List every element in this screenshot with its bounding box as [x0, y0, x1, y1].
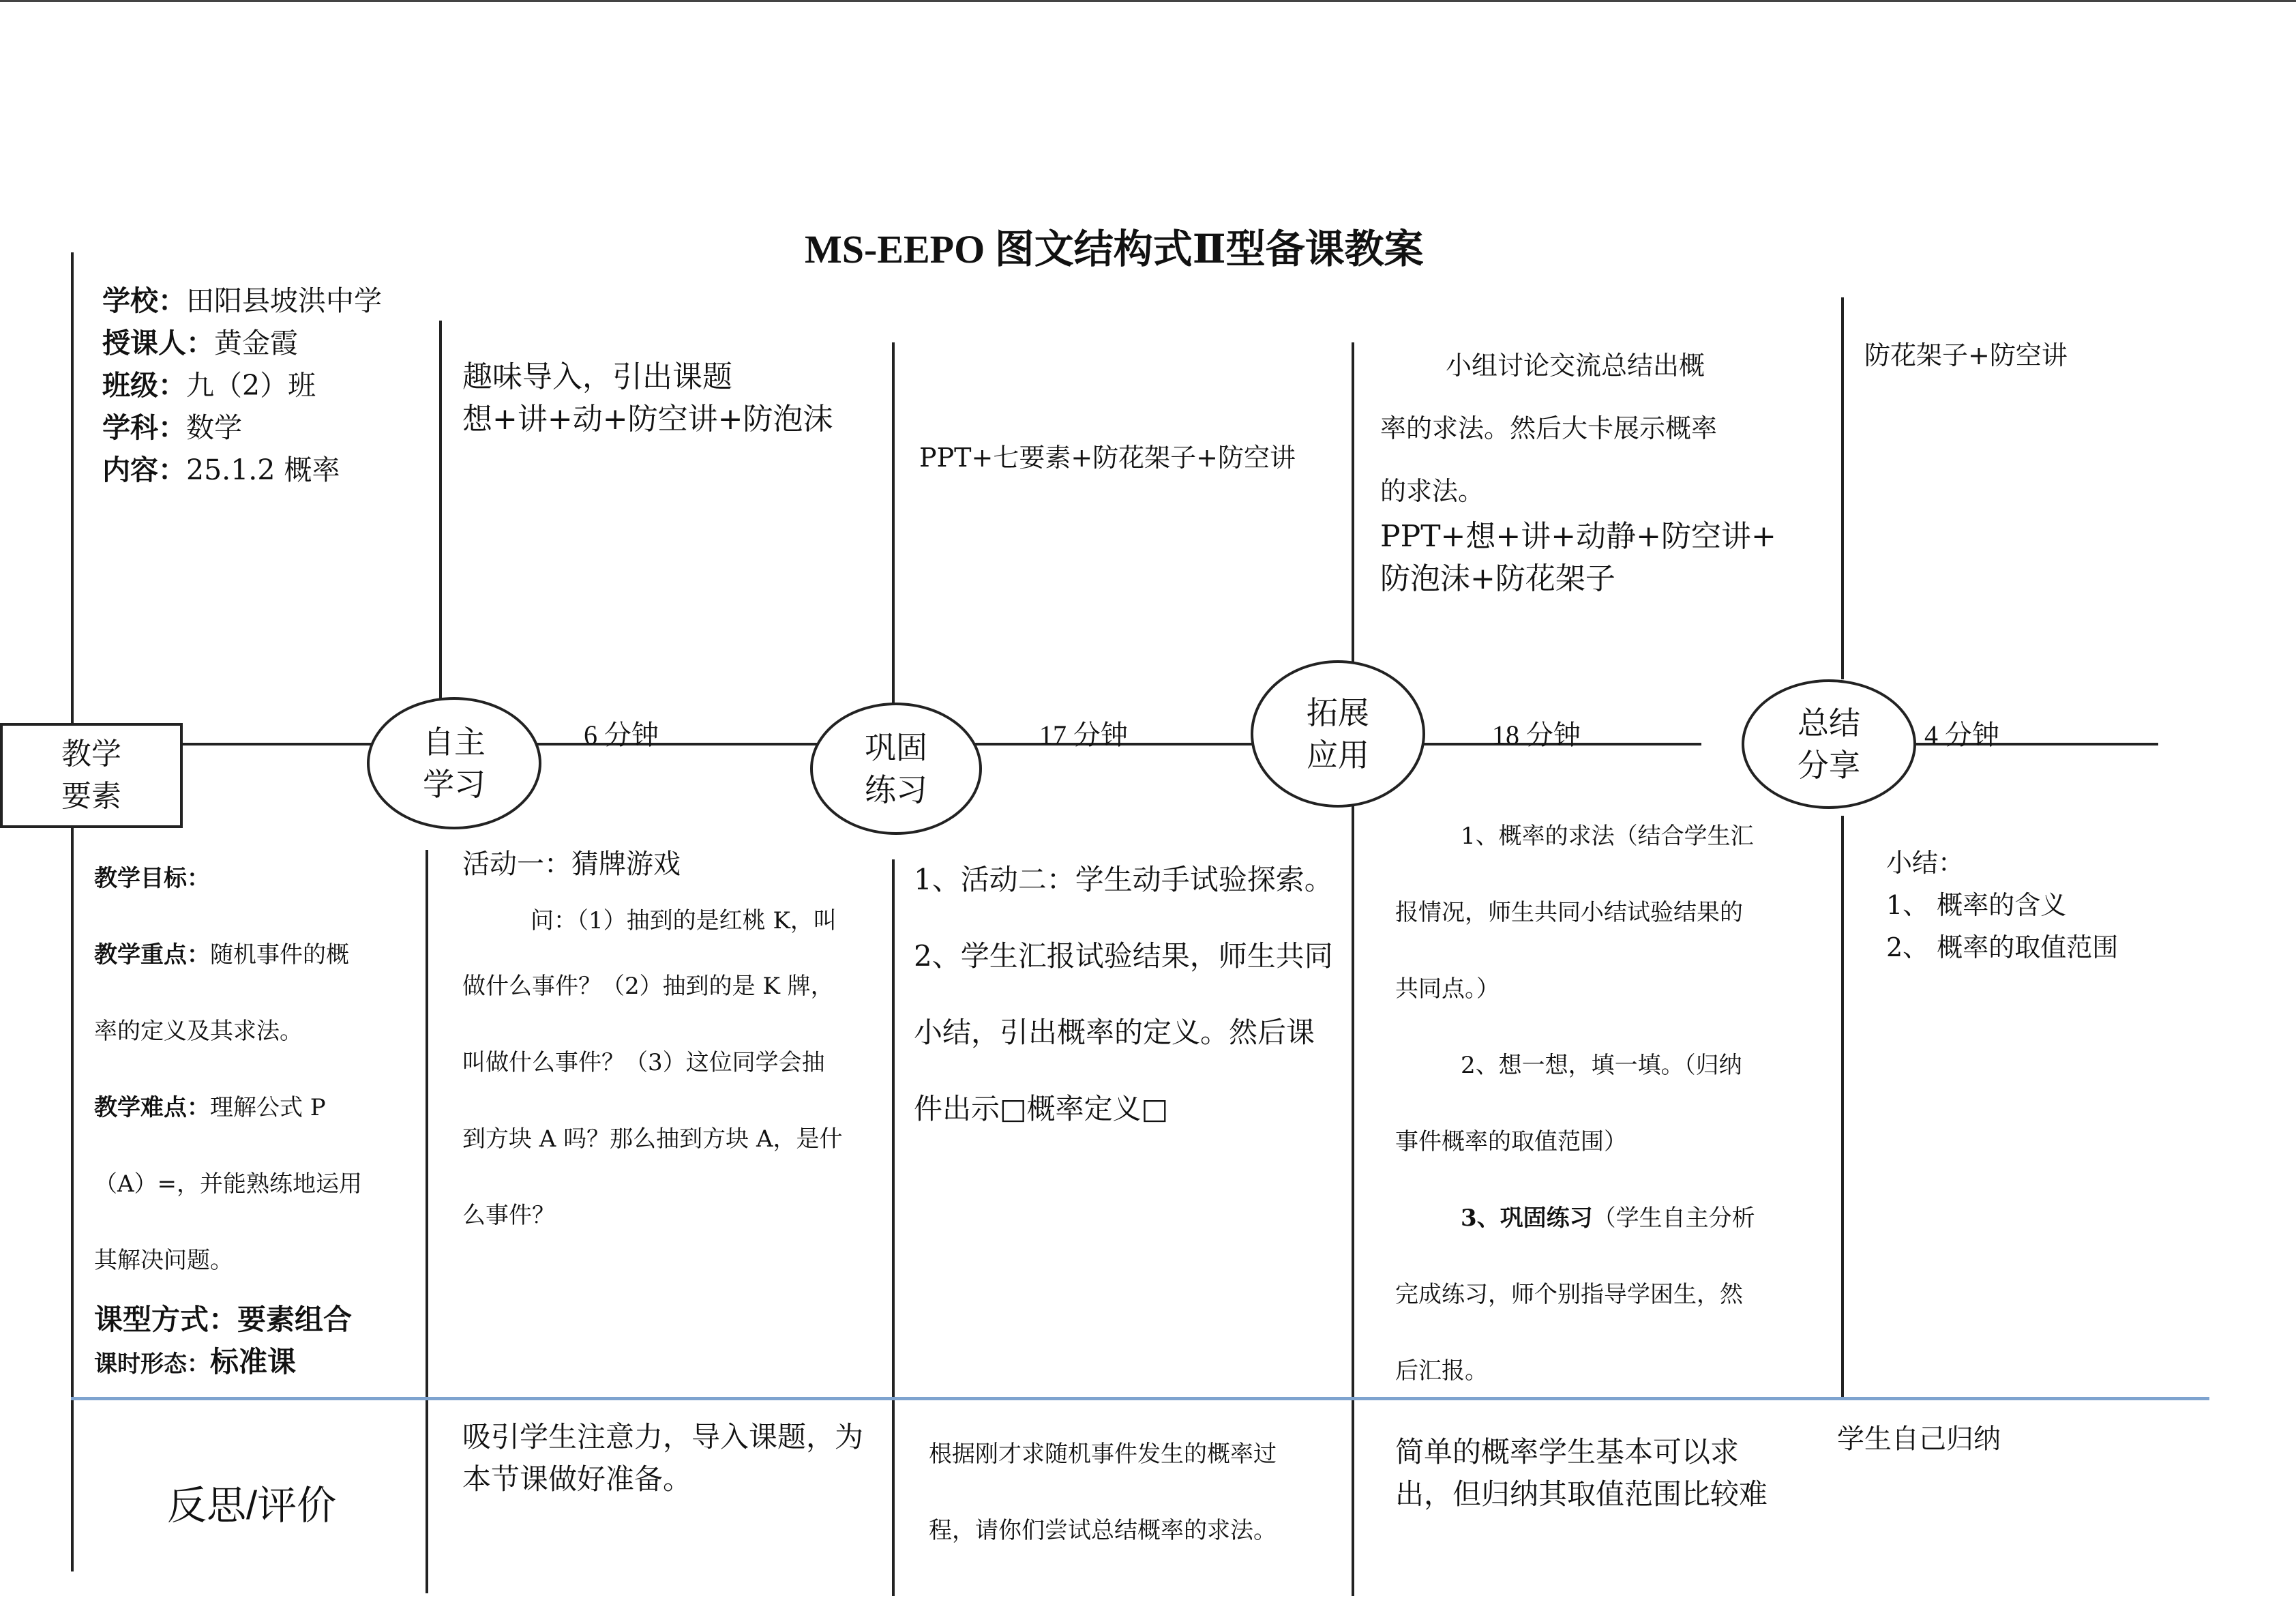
divider-col3-upper [1352, 342, 1354, 666]
content-label: 内容： [102, 454, 186, 486]
extension-method-line5: 防泡沫+防花架子 [1380, 561, 1615, 596]
teacher-value: 黄金霞 [214, 327, 298, 359]
lesson-form-value: 标准课 [210, 1345, 297, 1378]
reflection-divider [71, 1397, 2209, 1400]
school-row [102, 280, 382, 322]
teacher-label: 授课人： [102, 327, 214, 359]
school-value: 田阳县坡洪中学 [186, 284, 382, 317]
activity-one-q4: 到方块 A 吗？那么抽到方块 A，是什 [462, 1125, 843, 1153]
class-row [102, 364, 382, 407]
intro-method-line1: 趣味导入，引出课题 [462, 359, 732, 394]
activity-one-block [462, 843, 843, 1254]
key-point-label: 教学重点： [94, 941, 210, 969]
extension-line1: 1、概率的求法（结合学生汇 [1461, 823, 1754, 850]
content-row [102, 449, 382, 491]
reflection-col3-line1: 简单的概率学生基本可以求 [1395, 1435, 1740, 1468]
reflection-col4: 学生自己归纳 [1837, 1423, 2001, 1455]
extension-line8: 后汇报。 [1395, 1357, 1488, 1385]
school-label: 学校： [102, 284, 186, 317]
reflection-col1 [462, 1416, 863, 1501]
summary-method: 防花架子+防空讲 [1864, 340, 2068, 370]
class-label: 班级： [102, 369, 186, 402]
goal-label: 教学目标： [94, 865, 210, 892]
node-self-study-line2: 学习 [423, 766, 486, 803]
lesson-type-row [94, 1299, 362, 1341]
practice-method: PPT+七要素+防花架子+防空讲 [919, 443, 1296, 473]
page-top-border [0, 0, 2296, 2]
summary-title: 小结： [1886, 848, 1965, 878]
teaching-elements-line2: 要素 [61, 779, 121, 814]
difficulty-label: 教学难点： [94, 1094, 210, 1121]
node-summary [1742, 679, 1916, 809]
reflection-col1-line1: 吸引学生注意力，导入课题，为 [462, 1420, 864, 1453]
lesson-form-row [94, 1341, 362, 1385]
node-extension-line2: 应用 [1307, 737, 1369, 773]
summary-item1: 1、 概率的含义 [1886, 890, 2067, 920]
class-value: 九（2）班 [186, 369, 316, 402]
node-self-study [367, 697, 541, 829]
extension-block [1395, 798, 1755, 1409]
divider-col2-lower [892, 859, 895, 1596]
activity-one-q1: 问：（1）抽到的是红桃 K，叫 [531, 907, 837, 934]
teacher-row [102, 322, 382, 364]
divider-col2-upper [892, 342, 895, 708]
extension-line6-bold: 3、巩固练习 [1461, 1205, 1593, 1232]
extension-line4: 2、想一想，填一填。（归纳 [1461, 1052, 1742, 1079]
subject-label: 学科： [102, 411, 186, 444]
content-value: 25.1.2 概率 [186, 454, 340, 486]
reflection-label: 反思/评价 [167, 1483, 337, 1528]
objectives-block [94, 840, 362, 1385]
extension-method-line2: 率的求法。然后大卡展示概率 [1380, 413, 1718, 443]
activity-two-line3: 小结，引出概率的定义。然后课 [914, 1016, 1315, 1049]
extension-line6 [1395, 1180, 1755, 1256]
divider-left-lower [71, 828, 74, 1571]
node-practice-line2: 练习 [865, 771, 927, 808]
duration-3: 18 分钟 [1492, 720, 1581, 750]
activity-two-line4: 件出示□概率定义□ [914, 1092, 1169, 1125]
extension-line5: 事件概率的取值范围） [1395, 1128, 1627, 1155]
difficulty-text3: 其解决问题。 [94, 1247, 233, 1274]
divider-col4-lower [1841, 816, 1844, 1400]
node-summary-line2: 分享 [1798, 747, 1860, 784]
subject-value: 数学 [186, 411, 242, 444]
activity-one-q2: 做什么事件？（2）抽到的是 K 牌， [462, 973, 834, 1000]
difficulty-row [94, 1069, 362, 1146]
key-point-text2: 率的定义及其求法。 [94, 1018, 303, 1045]
intro-method-line2: 想+讲+动+防空讲+防泡沫 [462, 402, 833, 437]
lesson-type-value: 要素组合 [237, 1303, 353, 1336]
activity-two-block [914, 842, 1333, 1147]
teaching-elements-line1: 教学 [61, 737, 121, 771]
node-extension [1251, 660, 1425, 808]
node-summary-line1: 总结 [1798, 705, 1860, 741]
extension-line7: 完成练习，师个别指导学困生，然 [1395, 1281, 1743, 1308]
lesson-type-label: 课型方式： [94, 1303, 238, 1336]
extension-line3: 共同点。） [1395, 975, 1500, 1003]
subject-row [102, 407, 382, 449]
divider-col1-upper [439, 321, 442, 700]
extension-line6-rest: （学生自主分析 [1592, 1205, 1755, 1232]
activity-one-q5: 么事件？ [462, 1202, 555, 1229]
key-point-row [94, 917, 362, 993]
extension-method [1380, 327, 1776, 600]
summary-block [1886, 842, 2118, 969]
intro-method [462, 356, 833, 441]
lesson-form-label: 课时形态： [94, 1350, 210, 1378]
node-practice-line1: 巩固 [865, 729, 927, 766]
node-extension-line1: 拓展 [1307, 694, 1369, 731]
activity-two-line2: 2、学生汇报试验结果，师生共同 [914, 939, 1333, 973]
reflection-col2 [929, 1416, 1277, 1569]
extension-method-line3: 的求法。 [1380, 476, 1485, 506]
key-point-text1: 随机事件的概 [210, 941, 349, 969]
reflection-col3 [1395, 1431, 1768, 1516]
lesson-info [102, 280, 382, 491]
node-self-study-line1: 自主 [423, 724, 486, 761]
duration-2: 17 分钟 [1039, 720, 1128, 750]
divider-left-upper [71, 252, 74, 730]
activity-two-line1: 1、活动二：学生动手试验探索。 [914, 863, 1333, 896]
teaching-elements-box [0, 723, 183, 828]
extension-line2: 报情况，师生共同小结试验结果的 [1395, 899, 1743, 926]
reflection-col2-line2: 程，请你们尝试总结概率的求法。 [929, 1517, 1277, 1544]
summary-item2: 2、 概率的取值范围 [1886, 932, 2119, 962]
difficulty-text2: （A）=，并能熟练地运用 [94, 1170, 363, 1198]
extension-method-line1: 小组讨论交流总结出概 [1446, 351, 1705, 381]
activity-one-q3: 叫做什么事件？（3）这位同学会抽 [462, 1049, 825, 1076]
extension-method-line4: PPT+想+讲+动静+防空讲+ [1380, 519, 1776, 554]
duration-4: 4 分钟 [1924, 720, 1999, 750]
reflection-col3-line2: 出，但归纳其取值范围比较难 [1395, 1477, 1768, 1511]
divider-col4-upper [1841, 297, 1844, 679]
difficulty-text1: 理解公式 P [210, 1094, 326, 1121]
reflection-col1-line2: 本节课做好准备。 [462, 1462, 692, 1496]
divider-col3-lower [1352, 805, 1354, 1596]
page-title: MS-EEPO 图文结构式Ⅱ型备课教案 [805, 227, 1424, 271]
activity-one-title: 活动一：猜牌游戏 [462, 848, 681, 880]
duration-1: 6 分钟 [584, 720, 659, 750]
node-practice [810, 703, 982, 835]
divider-col1-lower [426, 850, 428, 1593]
reflection-col2-line1: 根据刚才求随机事件发生的概率过 [929, 1441, 1277, 1468]
